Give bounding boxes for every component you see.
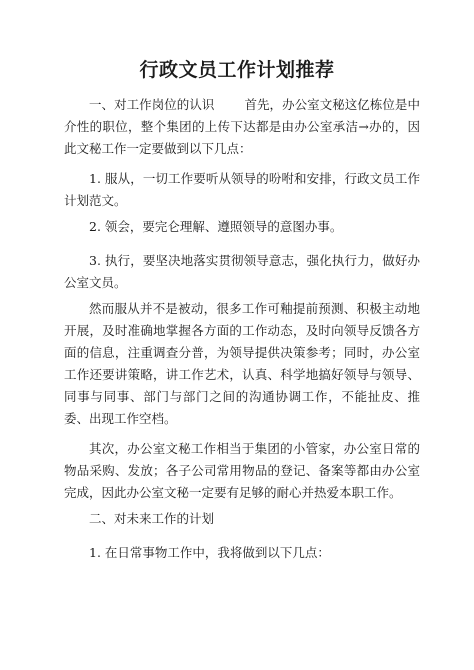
point-2: 2. 领会，要完仑理解、遵照领导的意图办事。 xyxy=(89,219,343,234)
point-3: 3. 执行，要坚决地落实贯彻领导意志，强化执行力，做好办公室文员。 xyxy=(64,253,420,290)
paragraph-second: 其次，办公室文秘工作相当于集团的小管家，办公室日常的物品采购、发放；各子公司常用物品的登记、备案等都由办公室完成，因此办公室文秘一定要有足够的耐心并热爱本职工作。 xyxy=(64,441,420,500)
section2-point-1: 1. 在日常事物工作中，我将做到以下几点： xyxy=(89,545,330,560)
section1-heading: 一、对工作岗位的认识 xyxy=(89,97,215,112)
point-1: 1. 服从，一切工作要听从领导的吩咐和安排，行政文员工作计划范文。 xyxy=(64,171,420,208)
section1-intro: 首先，办公室文秘这亿栋位是中介性的职位，整个集团的上传下达都是由办公室承洁→办的，因此文秘工作一定要做到以下几点： xyxy=(64,97,420,156)
document-title: 行政文员工作计划推荐 xyxy=(139,59,335,81)
section2-heading: 二、对未来工作的计划 xyxy=(89,511,215,526)
section1-paragraph xyxy=(64,94,420,160)
paragraph-however: 然而服从并不是被动，很多工作可釉提前预测、积极主动地开展，及时准确地掌握各方面的工作动态，及时向领导反馈各方面的信息，注重调查分普，为领导提供决策参考；同时，办公室工作还要讲策略，讲工作艺术，认真、科学地搞好领导与领导、同事与同事、部门与部门之间的沟通协调工作，不能扯皮、推委、出现工作空档。 xyxy=(64,301,420,426)
